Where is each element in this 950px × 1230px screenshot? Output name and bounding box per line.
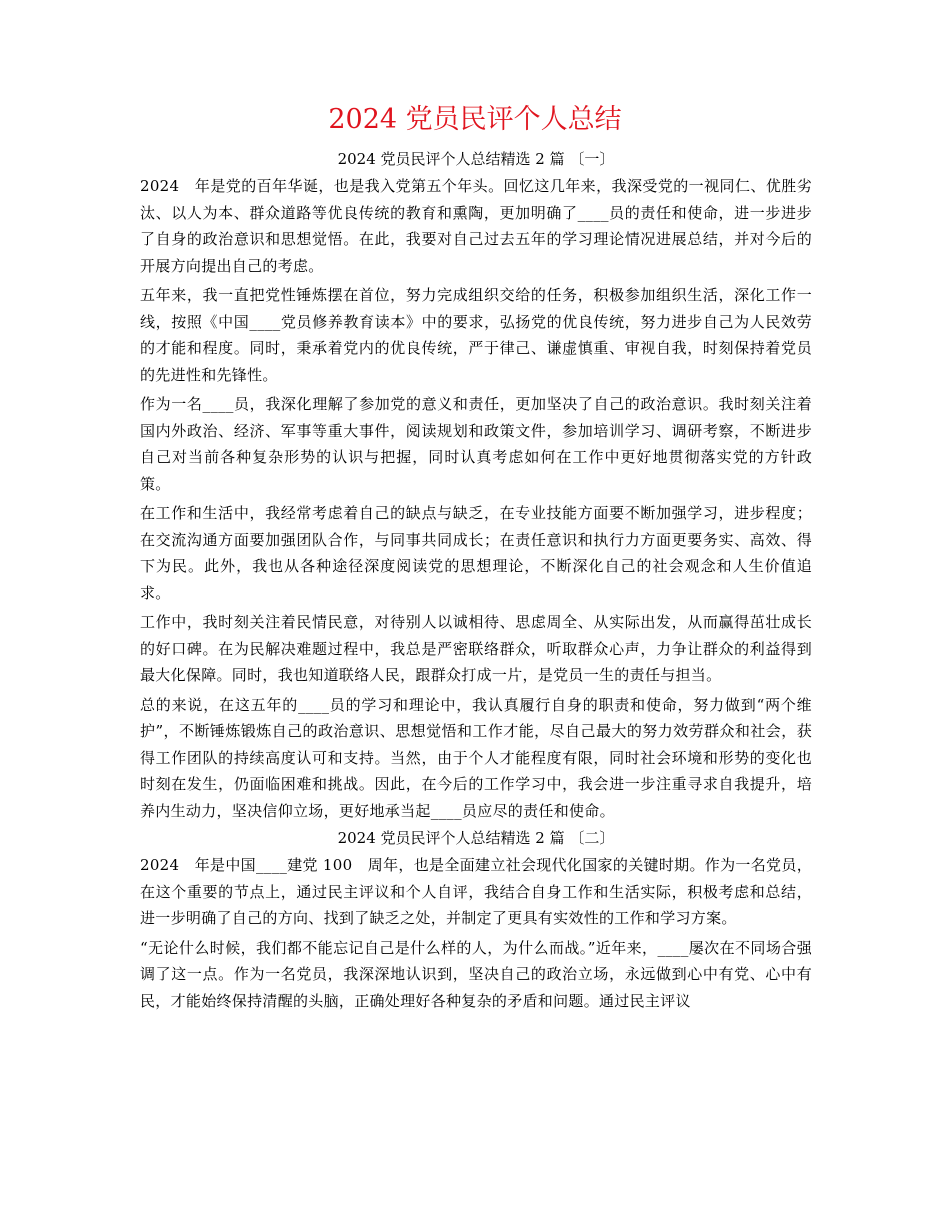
- section-heading: 2024 党员民评个人总结精选 2 篇 〔一〕: [337, 150, 615, 168]
- section-heading: 2024 党员民评个人总结精选 2 篇 〔二〕: [337, 829, 615, 847]
- paragraph: 2024 年是党的百年华诞，也是我入党第五个年头。回忆这几年来，我深受党的一视同仁、优胜劣汰、以人为本、群众道路等优良传统的教育和熏陶，更加明确了____员的责任和使命，进一步进步了自身的政治意识和思想觉悟。在此，我要对自己过去五年的学习理论情况进展总结，并对今后的开展方向提出自己的考虑。: [140, 177, 812, 275]
- document-body: [140, 148, 812, 1017]
- section-2: [140, 827, 812, 1014]
- section-1: [140, 148, 812, 824]
- paragraph: 总的来说，在这五年的____员的学习和理论中，我认真履行自身的职责和使命，努力做到“两个维护”，不断锤炼锻炼自己的政治意识、思想觉悟和工作才能，尽自己最大的努力效劳群众和社会，获得工作团队的持续高度认可和支持。当然，由于个人才能程度有限，同时社会环境和形势的变化也时刻在发生，仍面临困难和挑战。因此，在今后的工作学习中，我会进一步注重寻求自我提升，培养内生动力，坚决信仰立场，更好地承当起____员应尽的责任和使命。: [140, 695, 812, 820]
- document-title: 2024 党员民评个人总结: [328, 104, 622, 135]
- paragraph: 2024 年是中国____建党 100 周年，也是全面建立社会现代化国家的关键时期。作为一名党员，在这个重要的节点上，通过民主评议和个人自评，我结合自身工作和生活实际，积极考虑和总结，进一步明确了自己的方向、找到了缺乏之处，并制定了更具有实效性的工作和学习方案。: [140, 856, 812, 927]
- paragraph: 五年来，我一直把党性锤炼摆在首位，努力完成组织交给的任务，积极参加组织生活，深化工作一线，按照《中国____党员修养教育读本》中的要求，弘扬党的优良传统，努力进步自己为人民效劳的才能和程度。同时，秉承着党内的优良传统，严于律己、谦虚慎重、审视自我，时刻保持着党员的先进性和先锋性。: [140, 286, 812, 384]
- paragraph: 工作中，我时刻关注着民情民意，对待别人以诚相待、思虑周全、从实际出发，从而赢得茁壮成长的好口碑。在为民解决难题过程中，我总是严密联络群众，听取群众心声，力争让群众的利益得到最大化保障。同时，我也知道联络人民，跟群众打成一片，是党员一生的责任与担当。: [140, 613, 812, 684]
- paragraph: “无论什么时候，我们都不能忘记自己是什么样的人，为什么而战。”近年来，____屡次在不同场合强调了这一点。作为一名党员，我深深地认识到，坚决自己的政治立场，永远做到心中有党、心中有民，才能始终保持清醒的头脑，正确处理好各种复杂的矛盾和问题。通过民主评议: [140, 938, 812, 1010]
- paragraph: 作为一名____员，我深化理解了参加党的意义和责任，更加坚决了自己的政治意识。我时刻关注着国内外政治、经济、军事等重大事件，阅读规划和政策文件，参加培训学习、调研考察，不断进步自己对当前各种复杂形势的认识与把握，同时认真考虑如何在工作中更好地贯彻落实党的方针政策。: [140, 395, 812, 493]
- paragraph: 在工作和生活中，我经常考虑着自己的缺点与缺乏，在专业技能方面要不断加强学习，进步程度；在交流沟通方面要加强团队合作，与同事共同成长；在责任意识和执行力方面更要务实、高效、得下为民。此外，我也从各种途径深度阅读党的思想理论，不断深化自己的社会观念和人生价值追求。: [140, 504, 812, 602]
